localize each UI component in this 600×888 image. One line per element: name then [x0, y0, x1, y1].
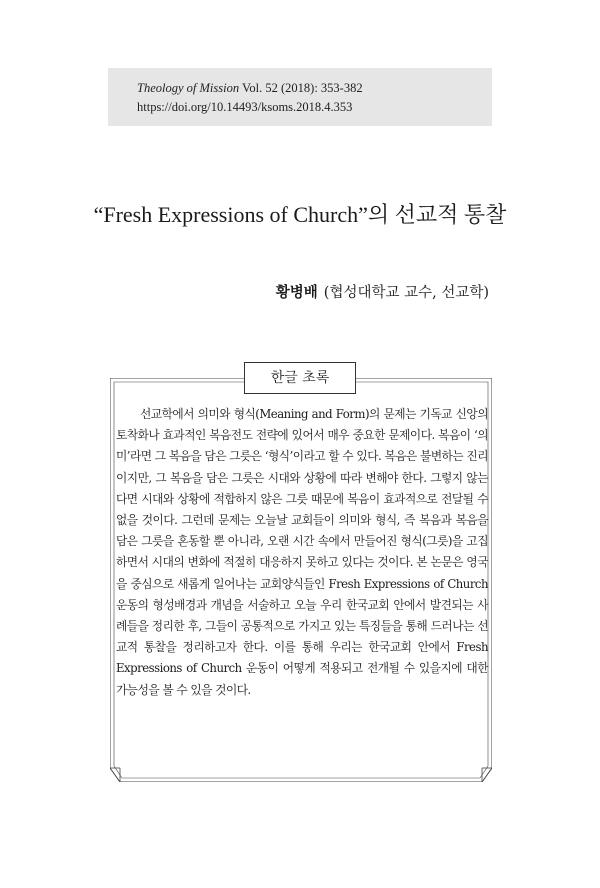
journal-header	[108, 68, 492, 126]
author-affiliation: (협성대학교 교수, 선교학)	[323, 285, 489, 301]
author-line	[276, 281, 489, 302]
journal-citation: Vol. 52 (2018): 353-382	[242, 81, 363, 95]
journal-citation-line	[137, 79, 492, 98]
author-name: 황병배	[275, 284, 318, 301]
journal-name: Theology of Mission	[137, 81, 240, 95]
abstract-text: 선교학에서 의미와 형식(Meaning and Form)의 문제는 기독교 신앙의 토착화나 효과적인 복음전도 전략에 있어서 매우 중요한 문제이다. 복음이 ‘의미’라면 그 복음을 담은 그릇은 ‘형식’이라고 할 수 있다. 복음은 불변하는 진리이지만, 그 복음을 담은 그릇은 시대와 상황에 따라 변해야 한다. 그렇지 않는다면 시대와 상황에 적합하지 않은 그릇 때문에 복음이 효과적으로 전달될 수 없을 것이다. 그런데 문제는 오늘날 교회들이 의미와 형식, 즉 복음과 복음을 담은 그릇을 혼동할 뿐 아니라, 오랜 시간 속에서 만들어진 형식(그릇)을 고집하면서 시대의 변화에 적절히 대응하지 못하고 있다는 것이다. 본 논문은 영국을 중심으로 새롭게 일어나는 교회양식들인 Fresh Expressions of Church 운동의 형성배경과 개념을 서술하고 오늘 우리 한국교회 안에서 발견되는 사례들을 정리한 후, 그들이 공통적으로 가지고 있는 특징들을 통해 드러나는 선교적 통찰을 정리하고자 한다. 이를 통해 우리는 한국교회 안에서 Fresh Expressions of Church 운동이 어떻게 적용되고 전개될 수 있을지에 대한 가능성을 볼 수 있을 것이다.	[116, 407, 488, 697]
journal-doi[interactable]: https://doi.org/10.14493/ksoms.2018.4.353	[137, 100, 353, 114]
article-title: “Fresh Expressions of Church”의 선교적 통찰	[93, 202, 507, 227]
abstract-label: 한글 초록	[244, 362, 356, 394]
